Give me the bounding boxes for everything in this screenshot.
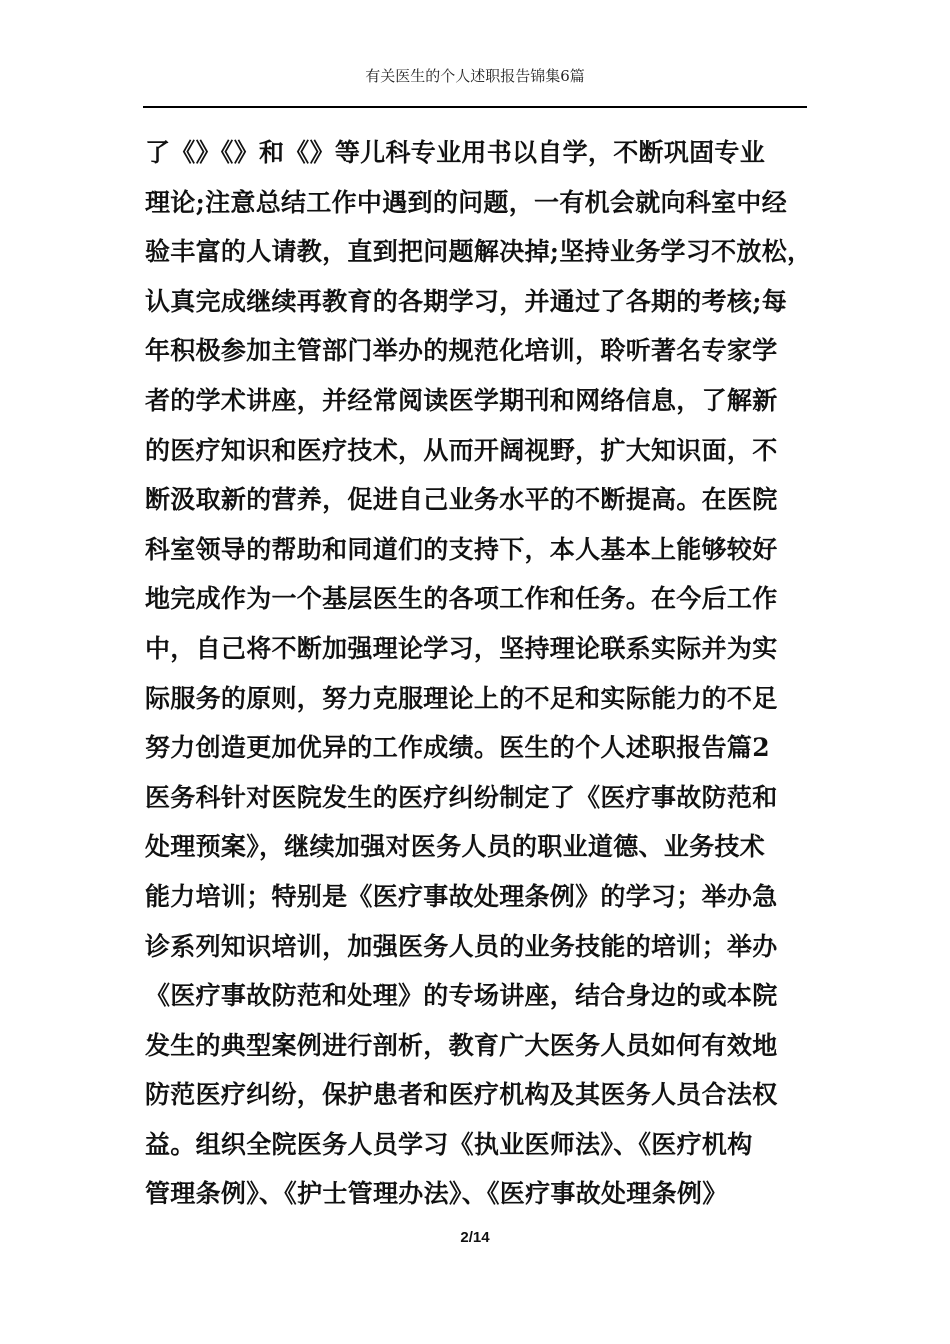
text-line: 了《》《》和《》等儿科专业用书以自学，不断巩固专业 xyxy=(145,138,766,167)
text-line: 年积极参加主管部门举办的规范化培训，聆听著名专家学 xyxy=(145,336,778,366)
text-line: 发生的典型案例进行剖析，教育广大医务人员如何有效地 xyxy=(145,1030,778,1060)
text-line: 能力培训；特别是《医疗事故处理条例》的学习；举办急 xyxy=(145,881,778,911)
header-divider xyxy=(143,106,807,108)
text-line: 际服务的原则，努力克服理论上的不足和实际能力的不足 xyxy=(145,683,778,713)
text-line: 处理预案》，继续加强对医务人员的职业道德、业务技术 xyxy=(145,832,766,862)
text-line: 防范医疗纠纷，保护患者和医疗机构及其医务人员合法权 xyxy=(145,1080,778,1110)
text-line: 者的学术讲座，并经常阅读医学期刊和网络信息，了解新 xyxy=(145,385,778,415)
text-line: 《医疗事故防范和处理》的专场讲座，结合身边的或本院 xyxy=(145,981,778,1011)
body-text xyxy=(145,128,813,1219)
page-header-title: 有关医生的个人述职报告锦集6篇 xyxy=(365,67,585,85)
text-line: 努力创造更加优异的工作成绩。医生的个人述职报告篇2 xyxy=(145,733,770,763)
page-number: 2/14 xyxy=(460,1229,490,1246)
text-line: 科室领导的帮助和同道们的支持下，本人基本上能够较好 xyxy=(145,534,778,564)
text-line: 断汲取新的营养，促进自己业务水平的不断提高。在医院 xyxy=(145,485,778,515)
text-line: 中，自己将不断加强理论学习，坚持理论联系实际并为实 xyxy=(145,633,778,663)
text-line: 管理条例》、《护士管理办法》、《医疗事故处理条例》 xyxy=(145,1179,728,1209)
text-line: 诊系列知识培训，加强医务人员的业务技能的培训；举办 xyxy=(145,931,778,961)
text-line: 认真完成继续再教育的各期学习，并通过了各期的考核;每 xyxy=(145,286,788,316)
text-line: 益。组织全院医务人员学习《执业医师法》、《医疗机构 xyxy=(145,1129,753,1159)
text-line: 地完成作为一个基层医生的各项工作和任务。在今后工作 xyxy=(145,584,778,614)
text-line: 医务科针对医院发生的医疗纠纷制定了《医疗事故防范和 xyxy=(145,782,778,812)
text-line: 验丰富的人请教，直到把问题解决掉;坚持业务学习不放松， xyxy=(145,237,813,267)
text-line: 的医疗知识和医疗技术，从而开阔视野，扩大知识面，不 xyxy=(145,435,778,465)
text-line: 理论;注意总结工作中遇到的问题，一有机会就向科室中经 xyxy=(145,187,788,217)
